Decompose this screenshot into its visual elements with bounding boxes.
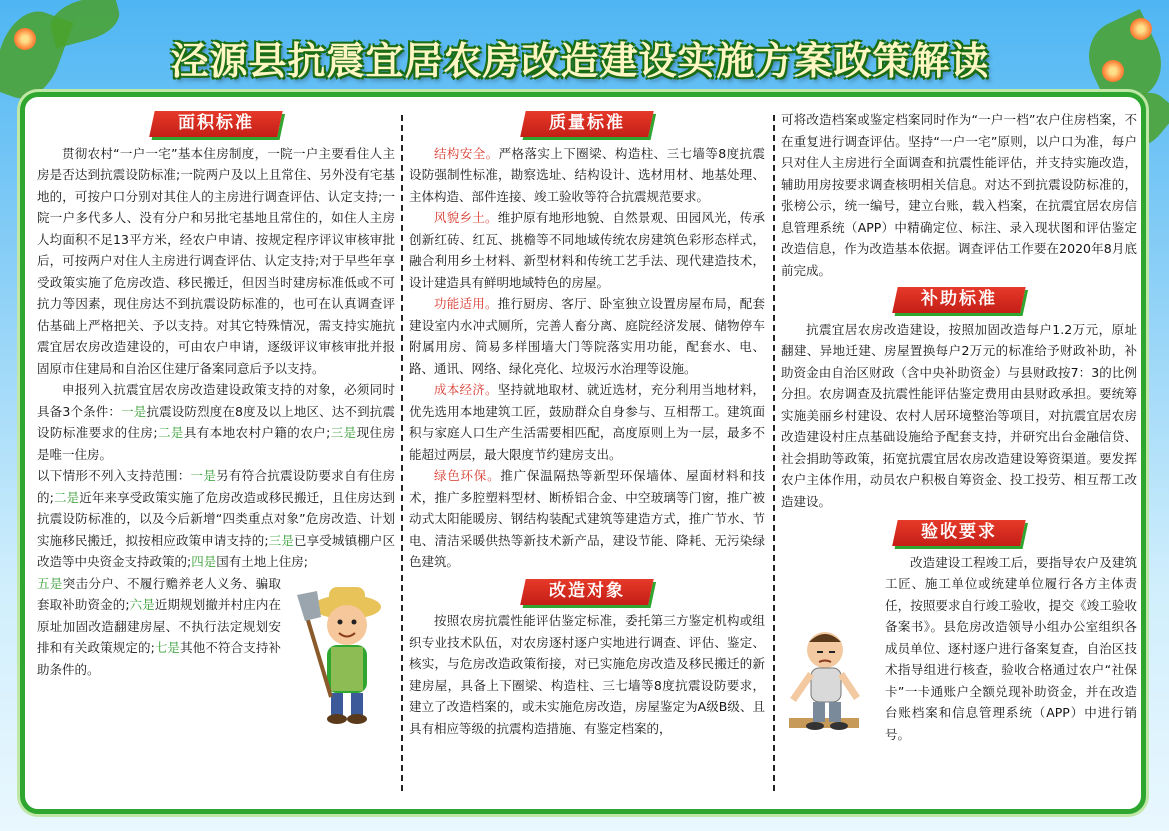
quality-structure: 结构安全。严格落实上下圈梁、构造柱、三七墙等8度抗震设防强制性标准，勘察选址、结构设计、选材用材、地基处理、主体构造、部件连接、竣工验收等符合抗震规范要求。 xyxy=(409,145,765,204)
section-header-subsidy: 补助标准 xyxy=(781,287,1137,313)
area-paragraph-1: 贯彻农村“一户一宅”基本住房制度，一院一户主要看住人主房是否达到抗震设防标准;一院两户及以上且常住、另外没有宅基地的，可按户口分别对其住人的主房进行调查评估、认定支持;一院一户多代多人、没有分户和另批宅基地且常住的，如住人主房人均面积不足13平方米，经农户申请、按规定程序评议审核审批后，可按两户对住人主房进行调查评估、认定支持;对于早些年享受政策实施了危房改造、移民搬迁，但因当时建房标准低或不可抗力等因素，现住房达不到抗震设防标准的，也可在认真调查评估基础上严格把关、予以支持。对其它特殊情况，需支持实施抗震宜居农房改造建设的，可由农户申请，逐级评议审核审批并报固原市住建局和自治区住建厅备案同意后予以支持。 xyxy=(37,145,395,376)
decorative-flower xyxy=(14,28,36,50)
tired-worker-illustration xyxy=(781,622,877,742)
section-header-acceptance: 验收要求 xyxy=(781,520,1137,546)
column-divider xyxy=(773,115,775,791)
area-exclusions: 以下情形不列入支持范围：一是另有符合抗震设防要求自有住房的;二是近年来享受政策实施了危房改造或移民搬迁，且住房达到抗震设防标准的，以及今后新增“四类重点对象”危房改造、计划实施移民搬迁，拟按相应政策申请支持的;三是已享受城镇棚户区改造等中央资金支持政策的;四是国有土地上住房; xyxy=(37,468,395,569)
column-area-standard xyxy=(37,109,395,799)
quality-cost: 成本经济。坚持就地取材、就近选材，充分利用当地材料，优先选用本地建筑工匠，鼓励群众自身参与、互相帮工。建筑面积与家庭人口生产生活需要相匹配，高度原则上为一层，最多不能超过两层，最大限度节约建房支出。 xyxy=(409,382,765,462)
decorative-flower xyxy=(1102,60,1124,82)
decorative-flower xyxy=(1130,18,1152,40)
section-header-target: 改造对象 xyxy=(409,579,765,605)
column-divider xyxy=(401,115,403,791)
area-paragraph-2: 申报列入抗震宜居农房改造建设政策支持的对象，必须同时具备3个条件：一是抗震设防烈度在8度及以上地区、达不到抗震设防标准要求的住房;二是具有本地农村户籍的农户;三是现住房是唯一住房。 xyxy=(37,382,395,462)
farmer-with-shovel-illustration xyxy=(287,577,395,727)
quality-green: 绿色环保。推广保温隔热等新型环保墙体、屋面材料和技术，推广多腔塑料型材、断桥铝合金、中空玻璃等门窗，推广被动式太阳能暖房、钢结构装配式建筑等建造方式，推广节水、节电、清洁采暖供热等新技术新产品，建设节能、降耗、无污染绿色建筑。 xyxy=(409,468,765,569)
quality-function: 功能适用。推行厨房、客厅、卧室独立设置房屋布局，配套建设室内水冲式厕所，完善人畜分离、庭院经济发展、储物停车附属用房、简易多样围墙大门等院落实用功能，配套水、电、路、通讯、网络、绿化亮化、垃圾污水治理等设施。 xyxy=(409,296,765,376)
decorative-leaf xyxy=(46,0,124,48)
subsidy-paragraph: 抗震宜居农房改造建设，按照加固改造每户1.2万元，原址翻建、异地迁建、房屋置换每户2万元的标准给予财政补助，补助资金由自治区财政（含中央补助资金）与县财政按7：3的比例分担。农房调查及抗震性能评估鉴定费用由县财政承担。要统筹实施美丽乡村建设、农村人居环境整治等项目，对抗震宜居农房改造建设村庄点基础设施给予配套支持，并研究出台金融信贷、社会捐助等政策，拓宽抗震宜居农房改造建设筹资渠道。要发挥农户主体作用，动员农户积极自筹资金、投工投劳、相互帮工改造建设。 xyxy=(781,321,1137,509)
area-exclusions-continued: 五是突击分户、不履行赡养老人义务、骗取套取补助资金的;六是近期规划撤并村庄内在原址加固改造翻建房屋、不执行法定规划安排和有关政策规定的;七是其他不符合支持补助条件的。 xyxy=(37,575,281,677)
section-header-area: 面积标准 xyxy=(37,111,395,137)
target-paragraph-2: 可将改造档案或鉴定档案同时作为“一户一档”农户住房档案，不在重复进行调查评估。坚持“一户一宅”原则，以户口为准，每户只对住人主房进行全面调查和抗震性能评估，并支持实施改造，辅助用房按要求调查核明相关信息。对达不到抗震设防标准的，张榜公示，统一编号，建立台账，载入档案，在抗震宜居农房信息管理系统（APP）中精确定位、标注、录入现状图和评估鉴定改造信息，作为改造基本依据。调查评估工作要在2020年8月底前完成。 xyxy=(781,112,1137,278)
quality-style: 风貌乡土。维护原有地形地貌、自然景观、田园风光，传承创新红砖、红瓦、挑檐等不同地域传统农房建筑色彩形态样式，融合利用乡土材料、新型材料和传统工艺手法、现代建造技术，设计建造具有鲜明地域特色的房屋。 xyxy=(409,210,765,290)
target-paragraph-1: 按照农房抗震性能评估鉴定标准，委托第三方鉴定机构或组织专业技术队伍，对农房逐村逐户实地进行调查、评估、鉴定、核实，与危房改造政策衔接，对已实施危房改造及移民搬迁的新建房屋，具备上下圈梁、构造柱、三七墙等8度抗震设防要求，建立了改造档案的，或未实施危房改造，房屋鉴定为A级B级、且具有相应等级的抗震构造措施、有鉴定档案的， xyxy=(409,613,765,736)
column-subsidy-acceptance xyxy=(781,109,1137,799)
section-header-quality: 质量标准 xyxy=(409,111,765,137)
content-panel xyxy=(20,92,1146,814)
acceptance-paragraph: 改造建设工程竣工后，要指导农户及建筑工匠、施工单位或统建单位履行各方主体责任，按照要求自行竣工验收，提交《竣工验收备案书》。县危房改造领导小组办公室组织各成员单位、逐村逐户进行备案复查，自治区技术指导组进行核查，验收合格通过农户“社保卡”一卡通账户全额兑现补助资金，并在改造台账档案和信息管理系统（APP）中进行销号。 xyxy=(885,554,1137,742)
page-title: 泾源县抗震宜居农房改造建设实施方案政策解读 xyxy=(170,38,990,83)
column-quality-target xyxy=(409,109,765,799)
